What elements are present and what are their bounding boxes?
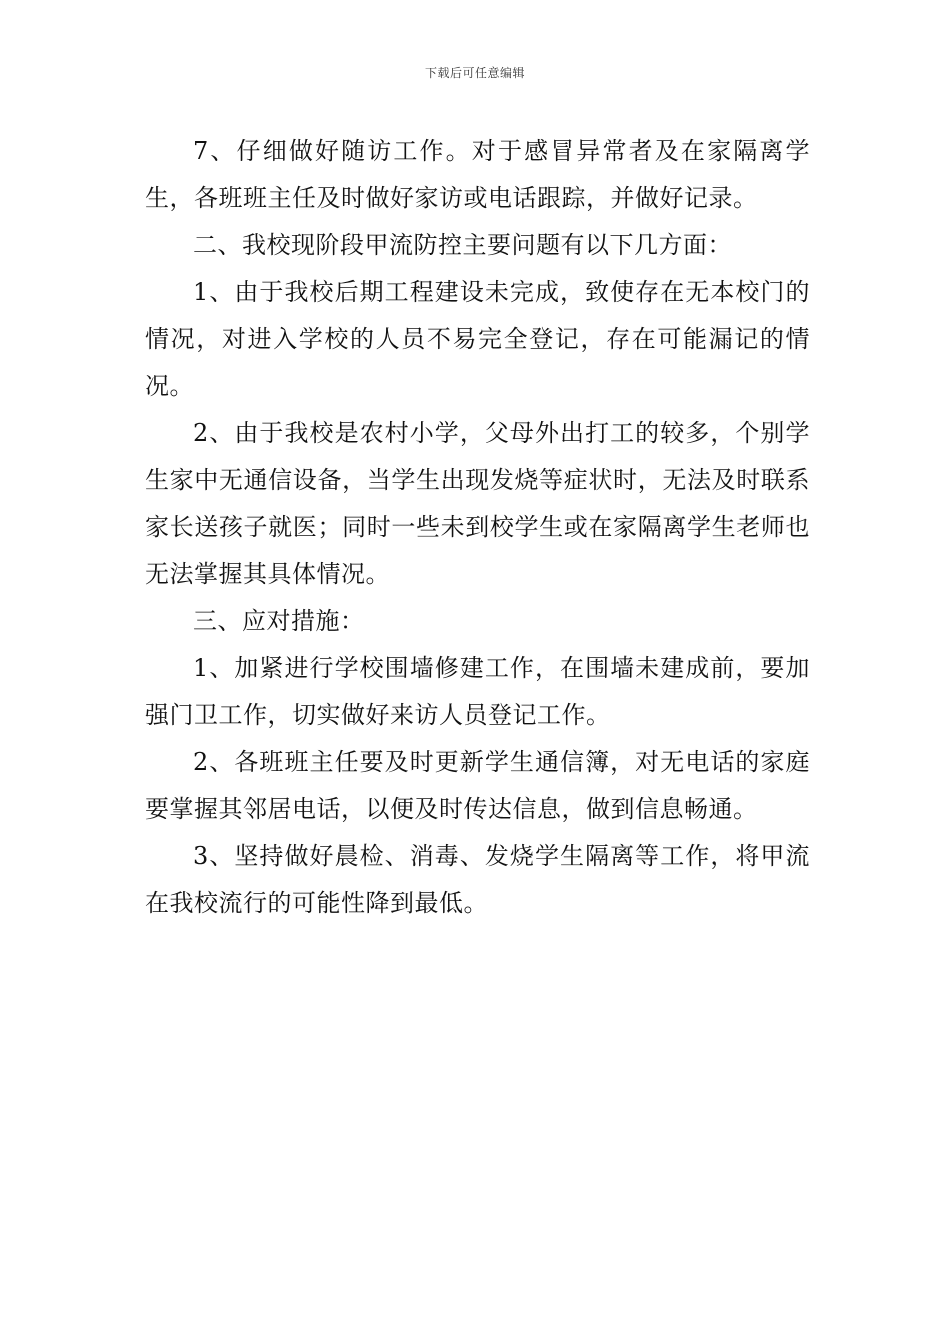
document-body (145, 128, 810, 927)
paragraph-follow-up: 7、仔细做好随访工作。对于感冒异常者及在家隔离学生，各班班主任及时做好家访或电话跟踪，并做好记录。 (145, 137, 810, 212)
paragraph-measure-2: 2、各班班主任要及时更新学生通信簿，对无电话的家庭要掌握其邻居电话，以便及时传达信息，做到信息畅通。 (145, 748, 810, 823)
section-heading-measures: 三、应对措施： (193, 607, 365, 635)
paragraph-problem-2: 2、由于我校是农村小学，父母外出打工的较多，个别学生家中无通信设备，当学生出现发烧等症状时，无法及时联系家长送孩子就医；同时一些未到校学生或在家隔离学生老师也无法掌握其具体情况。 (145, 419, 810, 588)
paragraph-problem-1: 1、由于我校后期工程建设未完成，致使存在无本校门的情况，对进入学校的人员不易完全登记，存在可能漏记的情况。 (145, 278, 810, 400)
paragraph-measure-1: 1、加紧进行学校围墙修建工作，在围墙未建成前，要加强门卫工作，切实做好来访人员登记工作。 (145, 654, 810, 729)
paragraph-measure-3: 3、坚持做好晨检、消毒、发烧学生隔离等工作，将甲流在我校流行的可能性降到最低。 (145, 842, 810, 917)
section-heading-problems: 二、我校现阶段甲流防控主要问题有以下几方面： (193, 231, 732, 259)
page-header: 下载后可任意编辑 (424, 66, 525, 80)
